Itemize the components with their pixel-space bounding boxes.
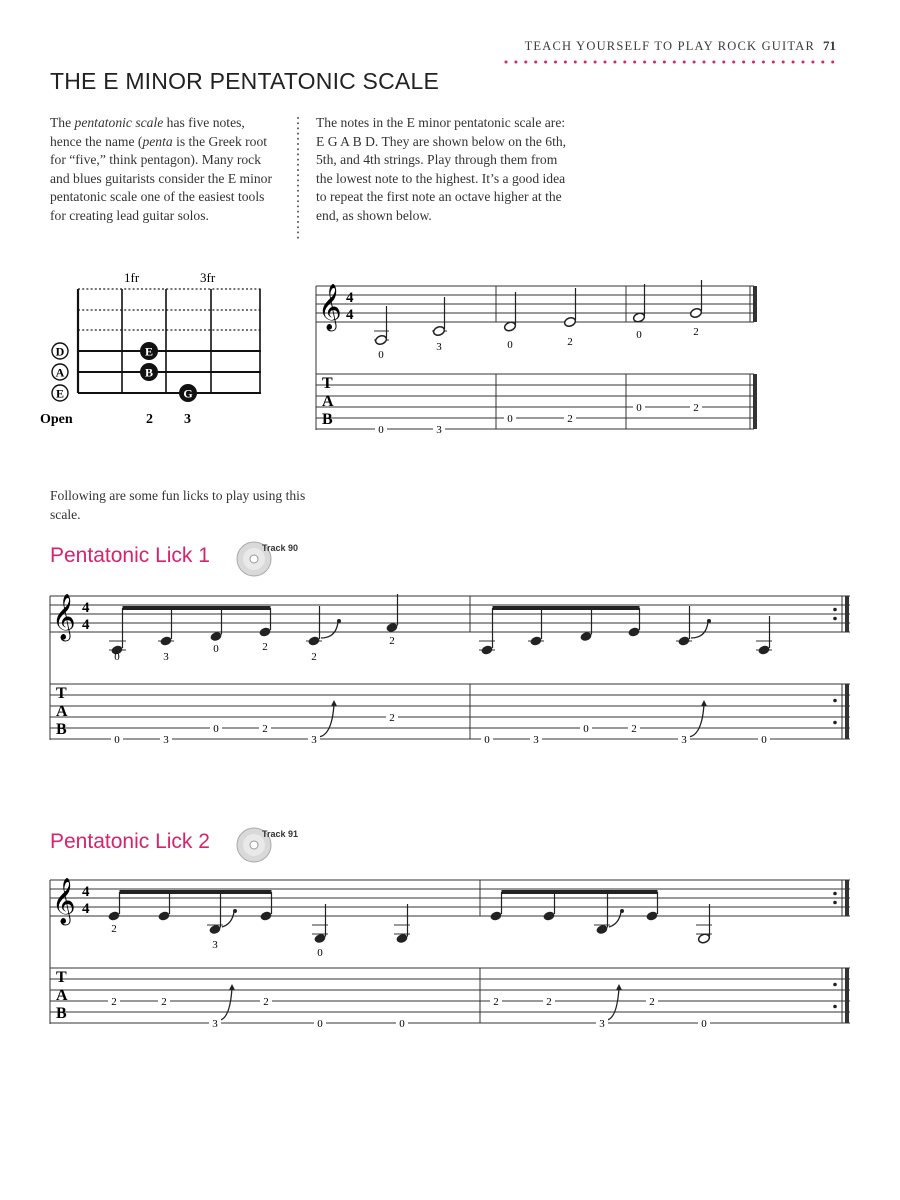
- svg-text:2: 2: [161, 996, 167, 1008]
- svg-text:T: T: [322, 375, 333, 392]
- svg-text:2: 2: [546, 996, 552, 1008]
- svg-text:2: 2: [389, 712, 395, 724]
- svg-text:0: 0: [636, 329, 642, 341]
- scale-notation: [312, 280, 770, 436]
- svg-text:2: 2: [649, 996, 655, 1008]
- svg-text:2: 2: [631, 723, 637, 735]
- lick1-time-top: 4: [82, 600, 90, 616]
- svg-text:3: 3: [311, 734, 317, 746]
- label-fret-3: 3: [184, 412, 191, 427]
- svg-text:3: 3: [163, 734, 169, 746]
- page-number: 71: [823, 38, 836, 53]
- lick2-time-bottom: 4: [82, 901, 90, 917]
- lick1-title: Pentatonic Lick 1: [50, 544, 210, 567]
- svg-text:2: 2: [111, 996, 117, 1008]
- svg-text:0: 0: [213, 723, 219, 735]
- lick1-notes-m2: [479, 606, 772, 656]
- tab-lines: [316, 374, 754, 429]
- lick1-staff-lines: [50, 596, 850, 632]
- svg-text:3: 3: [599, 1018, 605, 1030]
- svg-text:0: 0: [761, 734, 767, 746]
- svg-text:0: 0: [507, 339, 513, 351]
- svg-text:2: 2: [493, 996, 499, 1008]
- svg-text:A: A: [56, 987, 68, 1004]
- lick2-title: Pentatonic Lick 2: [50, 830, 210, 853]
- lick1-tab-lines: [50, 684, 850, 739]
- svg-text:3: 3: [436, 424, 442, 436]
- svg-text:T: T: [56, 969, 67, 986]
- running-head-text: TEACH YOURSELF TO PLAY ROCK GUITAR: [524, 39, 815, 53]
- column-divider: [296, 116, 300, 242]
- treble-clef-icon: 𝄞: [318, 284, 342, 329]
- svg-text:3: 3: [212, 939, 218, 951]
- open-string-markers: [52, 343, 68, 401]
- term-pentatonic-scale: pentatonic scale: [74, 115, 164, 130]
- scale-fingerings: [378, 326, 699, 361]
- svg-text:T: T: [56, 685, 67, 702]
- lick1-time-bottom: 4: [82, 617, 90, 633]
- svg-text:3: 3: [533, 734, 539, 746]
- svg-text:2: 2: [567, 336, 573, 348]
- lick1-fingerings: [114, 635, 395, 663]
- lick2-tab-bends: [220, 984, 622, 1020]
- svg-text:2: 2: [262, 641, 268, 653]
- lick1-notes: [109, 594, 399, 656]
- svg-text:0: 0: [317, 947, 323, 959]
- time-signature-bottom: 4: [346, 307, 354, 323]
- svg-text:2: 2: [693, 326, 699, 338]
- svg-text:3: 3: [681, 734, 687, 746]
- tab-label: [322, 375, 334, 428]
- lick1-notation: [46, 590, 854, 750]
- svg-text:0: 0: [399, 1018, 405, 1030]
- svg-text:B: B: [56, 721, 67, 738]
- svg-text:0: 0: [114, 651, 120, 663]
- lick2-notation: [46, 874, 854, 1034]
- treble-clef-icon: 𝄞: [52, 878, 76, 923]
- intro-right-paragraph: The notes in the E minor pentatonic scale are: E G A B D. They are shown below on the 6th, 5th, and 4th strings. Play through them from the lowest note to the highest. It’s a good idea to repeat the first note an octave higher at the end, as shown below.: [316, 115, 567, 223]
- svg-text:0: 0: [378, 349, 384, 361]
- lick1-tab-label: [56, 685, 68, 738]
- svg-text:0: 0: [507, 413, 513, 425]
- fret-label-1: 1fr: [124, 270, 140, 285]
- page-title: THE E MINOR PENTATONIC SCALE: [50, 68, 439, 94]
- svg-text:2: 2: [111, 923, 117, 935]
- label-open: Open: [40, 412, 73, 427]
- lick2-tab-label: [56, 969, 68, 1022]
- staff-lines: [316, 286, 754, 322]
- lick1-track-label: Track 90: [262, 543, 299, 553]
- open-string-a: A: [55, 365, 65, 380]
- used-strings: [78, 351, 261, 393]
- svg-text:0: 0: [583, 723, 589, 735]
- lick2-tab-repeat-dots: [833, 983, 837, 1009]
- lick2-track-label: Track 91: [262, 829, 299, 839]
- term-penta: penta: [142, 133, 173, 149]
- header-dot-rule: [503, 58, 835, 66]
- lick2-time-top: 4: [82, 884, 90, 900]
- lick2-notes-m2: [489, 892, 712, 944]
- followup-paragraph: Following are some fun licks to play using this scale.: [50, 488, 306, 522]
- svg-text:0: 0: [378, 424, 384, 436]
- lick2-tab-barlines: [480, 968, 847, 1023]
- running-head: [525, 38, 836, 54]
- frets: [78, 289, 260, 393]
- note-g: G: [183, 386, 193, 401]
- svg-text:2: 2: [262, 723, 268, 735]
- svg-text:0: 0: [317, 1018, 323, 1030]
- fret-label-3: 3fr: [200, 270, 216, 285]
- treble-clef-icon: 𝄞: [52, 594, 76, 639]
- svg-text:0: 0: [636, 402, 642, 414]
- svg-text:0: 0: [701, 1018, 707, 1030]
- lick1-tab-barlines: [470, 684, 847, 739]
- svg-text:2: 2: [389, 635, 395, 647]
- lick1-tab-repeat-dots: [833, 699, 837, 725]
- svg-text:3: 3: [212, 1018, 218, 1030]
- fretboard-diagram: [36, 262, 276, 432]
- svg-text:B: B: [322, 411, 333, 428]
- svg-text:2: 2: [263, 996, 269, 1008]
- unused-strings: [78, 289, 261, 330]
- note-b: B: [144, 365, 154, 380]
- svg-text:2: 2: [567, 413, 573, 425]
- open-string-e: E: [55, 386, 65, 401]
- svg-text:0: 0: [114, 734, 120, 746]
- svg-text:A: A: [56, 703, 68, 720]
- svg-text:3: 3: [436, 341, 442, 353]
- open-string-d: D: [55, 344, 65, 359]
- svg-text:0: 0: [484, 734, 490, 746]
- svg-text:2: 2: [693, 402, 699, 414]
- lick2-notes: [107, 892, 410, 944]
- note-e: E: [144, 344, 154, 359]
- tab-barlines: [496, 374, 755, 429]
- time-signature-top: 4: [346, 290, 354, 306]
- svg-text:2: 2: [311, 651, 317, 663]
- svg-text:3: 3: [163, 651, 169, 663]
- svg-text:0: 0: [213, 643, 219, 655]
- label-fret-2: 2: [146, 412, 153, 427]
- svg-text:A: A: [322, 393, 334, 410]
- intro-left-paragraph: The pentatonic scale has five notes, hence the name (penta is the Greek root for “five,” think pentagon). Many rock and blues guitarists consider the E minor pentatonic scale one of the easiest tools for creating lead guitar solos.: [50, 115, 272, 223]
- svg-text:B: B: [56, 1005, 67, 1022]
